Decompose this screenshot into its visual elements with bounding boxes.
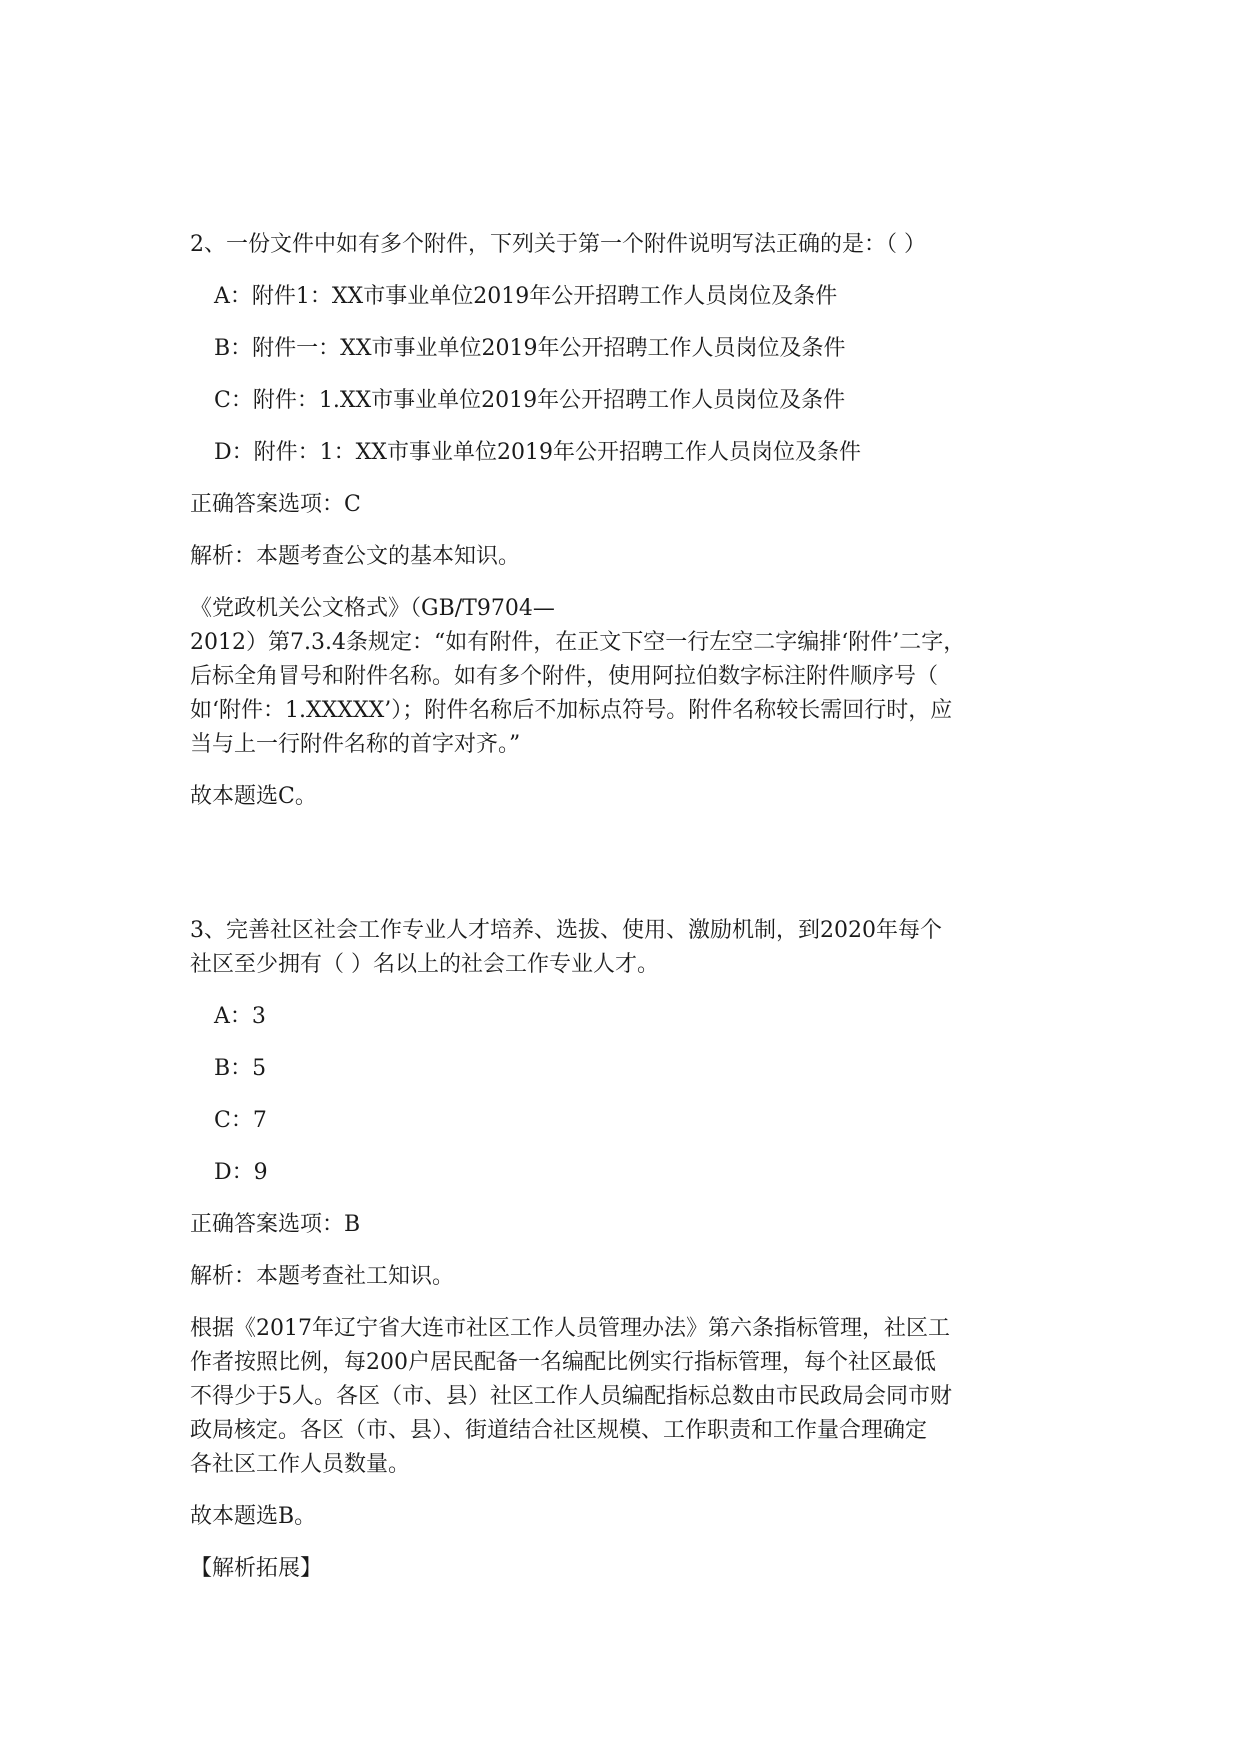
option-b: B：附件一：XX市事业单位2019年公开招聘工作人员岗位及条件 xyxy=(214,336,846,361)
option-a: A：附件1：XX市事业单位2019年公开招聘工作人员岗位及条件 xyxy=(214,284,838,309)
analysis-line: 不得少于5人。各区（市、县）社区工作人员编配指标总数由市民政局会同市财 xyxy=(190,1384,952,1409)
analysis-line: 如‘附件：1.XXXXX’）；附件名称后不加标点符号。附件名称较长需回行时，应 xyxy=(190,698,953,723)
analysis-line: 2012）第7.3.4条规定：“如有附件，在正文下空一行左空二字编排‘附件’二字， xyxy=(190,630,966,655)
document-page xyxy=(190,228,1060,1604)
analysis-heading: 解析：本题考查公文的基本知识。 xyxy=(190,544,521,569)
analysis-line: 政局核定。各区（市、县）、街道结合社区规模、工作职责和工作量合理确定 xyxy=(190,1418,928,1443)
option-d: D：9 xyxy=(214,1160,268,1185)
option-a: A：3 xyxy=(214,1004,266,1029)
analysis-line: 根据《2017年辽宁省大连市社区工作人员管理办法》第六条指标管理，社区工 xyxy=(190,1316,950,1341)
analysis-heading: 解析：本题考查社工知识。 xyxy=(190,1264,455,1289)
analysis-line: 后标全角冒号和附件名称。如有多个附件，使用阿拉伯数字标注附件顺序号（ xyxy=(190,664,939,689)
question-3 xyxy=(190,914,1060,1586)
option-d: D：附件：1：XX市事业单位2019年公开招聘工作人员岗位及条件 xyxy=(214,440,861,465)
question-title-line: 3、完善社区社会工作专业人才培养、选拔、使用、激励机制，到2020年每个 xyxy=(190,918,942,943)
question-title xyxy=(190,914,1060,982)
option-b: B：5 xyxy=(214,1056,267,1081)
analysis-body xyxy=(190,1312,1060,1482)
analysis-body xyxy=(190,592,1060,762)
question-2 xyxy=(190,228,1060,814)
correct-answer: 正确答案选项：C xyxy=(190,492,361,517)
analysis-line: 当与上一行附件名称的首字对齐。” xyxy=(190,732,521,757)
analysis-line: 各社区工作人员数量。 xyxy=(190,1452,411,1477)
option-c: C：7 xyxy=(214,1108,267,1133)
analysis-line: 《党政机关公文格式》（GB/T9704— xyxy=(190,596,555,621)
option-c: C：附件：1.XX市事业单位2019年公开招聘工作人员岗位及条件 xyxy=(214,388,846,413)
correct-answer: 正确答案选项：B xyxy=(190,1212,361,1237)
analysis-line: 作者按照比例，每200户居民配备一名编配比例实行指标管理，每个社区最低 xyxy=(190,1350,936,1375)
question-title: 2、一份文件中如有多个附件，下列关于第一个附件说明写法正确的是：（ ） xyxy=(190,232,926,257)
conclusion: 故本题选C。 xyxy=(190,784,317,809)
conclusion: 故本题选B。 xyxy=(190,1504,317,1529)
question-title-line: 社区至少拥有（ ）名以上的社会工作专业人才。 xyxy=(190,952,659,977)
analysis-extension-heading: 【解析拓展】 xyxy=(190,1556,323,1581)
